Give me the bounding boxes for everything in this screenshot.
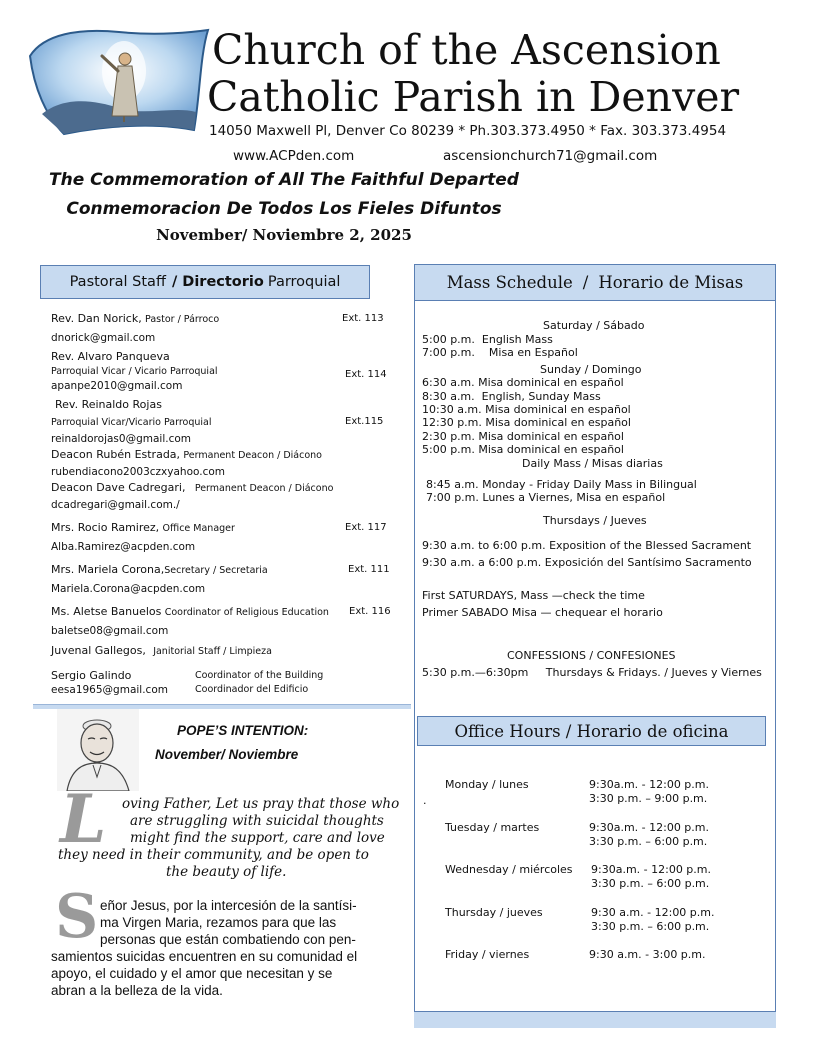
mass-desc: Misa en Español bbox=[488, 346, 578, 359]
church-name-title: Church of the Ascension bbox=[212, 26, 721, 74]
staff-email: reinaldorojas0@gmail.com bbox=[51, 433, 191, 445]
staff-name: Rev. Reinaldo Rojas bbox=[55, 398, 162, 411]
staff-entry bbox=[51, 563, 391, 596]
stray-mark: . bbox=[423, 794, 427, 807]
office-day: Friday / viernes bbox=[445, 948, 530, 961]
mass-line: 12:30 p.m. Misa dominical en español bbox=[422, 416, 631, 429]
office-hours: 9:30a.m. - 12:00 p.m. bbox=[589, 821, 710, 834]
office-day: Tuesday / martes bbox=[445, 821, 540, 834]
staff-name: Ms. Aletse Banuelos bbox=[51, 605, 162, 618]
mass-line: 9:30 a.m. to 6:00 p.m. Exposition of the Blessed Sacrament bbox=[422, 539, 752, 552]
staff-entry bbox=[51, 312, 391, 345]
staff-role-es: Coordinador del Edificio bbox=[195, 684, 309, 695]
staff-ext: Ext. 113 bbox=[342, 313, 384, 324]
daily-mass-heading: Daily Mass / Misas diarias bbox=[522, 457, 663, 470]
drop-cap-s: S bbox=[55, 882, 99, 952]
staff-ext: Ext. 116 bbox=[349, 606, 391, 617]
office-hours: 3:30 p.m. – 6:00 p.m. bbox=[591, 877, 710, 890]
staff-role: Permanent Deacon / Diácono bbox=[183, 450, 322, 461]
mass-schedule-title bbox=[414, 264, 776, 301]
parish-name-title: Catholic Parish in Denver bbox=[207, 73, 740, 121]
pope-intention-heading: POPE’S INTENTION: bbox=[177, 723, 309, 738]
staff-name: Deacon Dave Cadregari, bbox=[51, 481, 186, 494]
staff-entry bbox=[51, 521, 391, 554]
staff-email: rubendiacono2003czxyahoo.com bbox=[51, 466, 225, 478]
mass-line: 10:30 a.m. Misa dominical en español bbox=[422, 403, 631, 416]
pope-intention-month: November/ Noviembre bbox=[155, 747, 299, 762]
staff-name: Rev. Dan Norick, bbox=[51, 312, 142, 325]
intention-en-line: they need in their community, and be open to bbox=[58, 847, 369, 863]
intention-es-line: personas que están combatiendo con pen- bbox=[100, 932, 356, 947]
staff-entry bbox=[51, 448, 391, 479]
mass-line bbox=[422, 333, 553, 347]
mass-title-sep: / bbox=[582, 273, 589, 292]
mass-title-en: Mass Schedule bbox=[446, 273, 573, 292]
mass-line bbox=[422, 346, 578, 360]
mass-line bbox=[422, 390, 601, 404]
intention-en-line: the beauty of life. bbox=[166, 864, 287, 880]
office-day: Monday / lunes bbox=[445, 778, 529, 791]
intention-es-line: abran a la belleza de la vida. bbox=[51, 983, 223, 998]
staff-title-c: Parroquial bbox=[267, 274, 341, 290]
confession-time: 5:30 p.m.—6:30pm bbox=[422, 666, 529, 679]
office-hours: 3:30 p.m. – 6:00 p.m. bbox=[589, 835, 708, 848]
staff-role: Parroquial Vicar/Vicario Parroquial bbox=[51, 417, 212, 428]
pope-portrait-image bbox=[57, 709, 139, 791]
office-day: Wednesday / miércoles bbox=[445, 863, 573, 876]
office-hours: 9:30a.m. - 12:00 p.m. bbox=[591, 863, 712, 876]
office-day: Thursday / jueves bbox=[445, 906, 543, 919]
staff-email: dcadregari@gmail.com./ bbox=[51, 499, 180, 511]
staff-entry bbox=[51, 644, 391, 659]
staff-email: Mariela.Corona@acpden.com bbox=[51, 583, 206, 595]
staff-role: Janitorial Staff / Limpieza bbox=[153, 646, 272, 657]
office-hours: 9:30 a.m. - 3:00 p.m. bbox=[589, 948, 706, 961]
subtitle-spanish: Conmemoracion De Todos Los Fieles Difuntos bbox=[66, 199, 502, 219]
intention-es-line: eñor Jesus, por la intercesión de la santísi- bbox=[100, 898, 357, 913]
mass-line: 2:30 p.m. Misa dominical en español bbox=[422, 430, 624, 443]
email-link[interactable]: ascensionchurch71@gmail.com bbox=[443, 148, 658, 164]
staff-section-title bbox=[40, 265, 370, 299]
staff-name: Deacon Rubén Estrada, bbox=[51, 448, 181, 461]
staff-role: Office Manager bbox=[162, 523, 235, 534]
mass-line: First SATURDAYS, Mass —check the time bbox=[422, 589, 645, 602]
parish-address: 14050 Maxwell Pl, Denver Co 80239 * Ph.303.373.4950 * Fax. 303.373.4954 bbox=[209, 123, 727, 139]
staff-title-b: / Directorio bbox=[171, 274, 264, 290]
office-hours: 9:30 a.m. - 12:00 p.m. bbox=[591, 906, 715, 919]
mass-desc: English Mass bbox=[481, 333, 553, 346]
intention-es-line: ma Virgen Maria, rezamos para que las bbox=[100, 915, 337, 930]
bulletin-date: November/ Noviembre 2, 2025 bbox=[156, 226, 412, 244]
staff-entry bbox=[51, 605, 391, 638]
confession-days: Thursdays & Fridays. / Jueves y Viernes bbox=[545, 666, 762, 679]
drop-cap-l: L bbox=[60, 780, 107, 858]
staff-entry bbox=[51, 350, 391, 393]
staff-email: eesa1965@gmail.com bbox=[51, 684, 168, 696]
mass-line bbox=[422, 666, 762, 680]
staff-role: Secretary / Secretaria bbox=[164, 565, 268, 576]
office-hours: 3:30 p.m. – 9:00 p.m. bbox=[589, 792, 708, 805]
staff-role: Parroquial Vicar / Vicario Parroquial bbox=[51, 366, 218, 377]
mass-time: 7:00 p.m. bbox=[422, 346, 475, 359]
mass-line: Primer SABADO Misa — chequear el horario bbox=[422, 606, 663, 619]
mass-desc: English, Sunday Mass bbox=[481, 390, 601, 403]
staff-role: Coordinator of the Building bbox=[195, 670, 324, 681]
mass-line: 7:00 p.m. Lunes a Viernes, Misa en español bbox=[426, 491, 666, 504]
staff-name: Juvenal Gallegos, bbox=[51, 644, 146, 657]
staff-role: Permanent Deacon / Diácono bbox=[194, 483, 334, 494]
staff-ext: Ext. 114 bbox=[345, 369, 387, 380]
staff-entry bbox=[51, 669, 391, 697]
staff-entry bbox=[51, 415, 391, 446]
thursday-heading: Thursdays / Jueves bbox=[543, 514, 647, 527]
intention-en-line: oving Father, Let us pray that those who bbox=[122, 796, 400, 812]
staff-name: Sergio Galindo bbox=[51, 669, 132, 682]
schedule-bottom-bar bbox=[414, 1011, 776, 1028]
office-hours: 3:30 p.m. – 6:00 p.m. bbox=[591, 920, 710, 933]
intention-en-line: are struggling with suicidal thoughts bbox=[130, 813, 384, 829]
saturday-heading: Saturday / Sábado bbox=[543, 319, 645, 332]
staff-title-a: Pastoral Staff bbox=[69, 274, 166, 290]
staff-email: baletse08@gmail.com bbox=[51, 625, 169, 637]
office-hours: 9:30a.m. - 12:00 p.m. bbox=[589, 778, 710, 791]
staff-entry bbox=[51, 481, 391, 512]
staff-role: Coordinator of Religious Education bbox=[164, 607, 329, 618]
mass-title-es: Horario de Misas bbox=[598, 273, 744, 292]
staff-email: dnorick@gmail.com bbox=[51, 332, 156, 344]
staff-name: Rev. Alvaro Panqueva bbox=[51, 350, 170, 363]
mass-line: 6:30 a.m. Misa dominical en español bbox=[422, 376, 624, 389]
intention-es-line: apoyo, el cuidado y el amor que necesitan y se bbox=[51, 966, 333, 981]
mass-line: 9:30 a.m. a 6:00 p.m. Exposición del Santísimo Sacramento bbox=[422, 556, 752, 569]
church-logo-image bbox=[24, 26, 210, 136]
mass-line: 5:00 p.m. Misa dominical en español bbox=[422, 443, 624, 456]
mass-time: 8:30 a.m. bbox=[422, 390, 475, 403]
subtitle-english: The Commemoration of All The Faithful Departed bbox=[49, 170, 519, 190]
staff-name: Mrs. Rocio Ramirez, bbox=[51, 521, 160, 534]
staff-entry bbox=[55, 398, 395, 412]
intention-es-line: samientos suicidas encuentren en su comunidad el bbox=[51, 949, 358, 964]
confessions-heading: CONFESSIONS / CONFESIONES bbox=[507, 649, 676, 662]
staff-email: apanpe2010@gmail.com bbox=[51, 380, 183, 392]
staff-ext: Ext. 117 bbox=[345, 522, 387, 533]
mass-line: 8:45 a.m. Monday - Friday Daily Mass in Bilingual bbox=[426, 478, 697, 491]
staff-ext: Ext.115 bbox=[345, 416, 384, 427]
website-link[interactable]: www.ACPden.com bbox=[233, 148, 355, 164]
staff-email: Alba.Ramirez@acpden.com bbox=[51, 541, 196, 553]
office-hours-title: Office Hours / Horario de oficina bbox=[417, 716, 766, 746]
intention-en-line: might find the support, care and love bbox=[130, 830, 385, 846]
mass-time: 5:00 p.m. bbox=[422, 333, 475, 346]
staff-name: Mrs. Mariela Corona, bbox=[51, 563, 165, 576]
staff-ext: Ext. 111 bbox=[348, 564, 390, 575]
sunday-heading: Sunday / Domingo bbox=[540, 363, 642, 376]
staff-role: Pastor / Párroco bbox=[145, 314, 220, 325]
